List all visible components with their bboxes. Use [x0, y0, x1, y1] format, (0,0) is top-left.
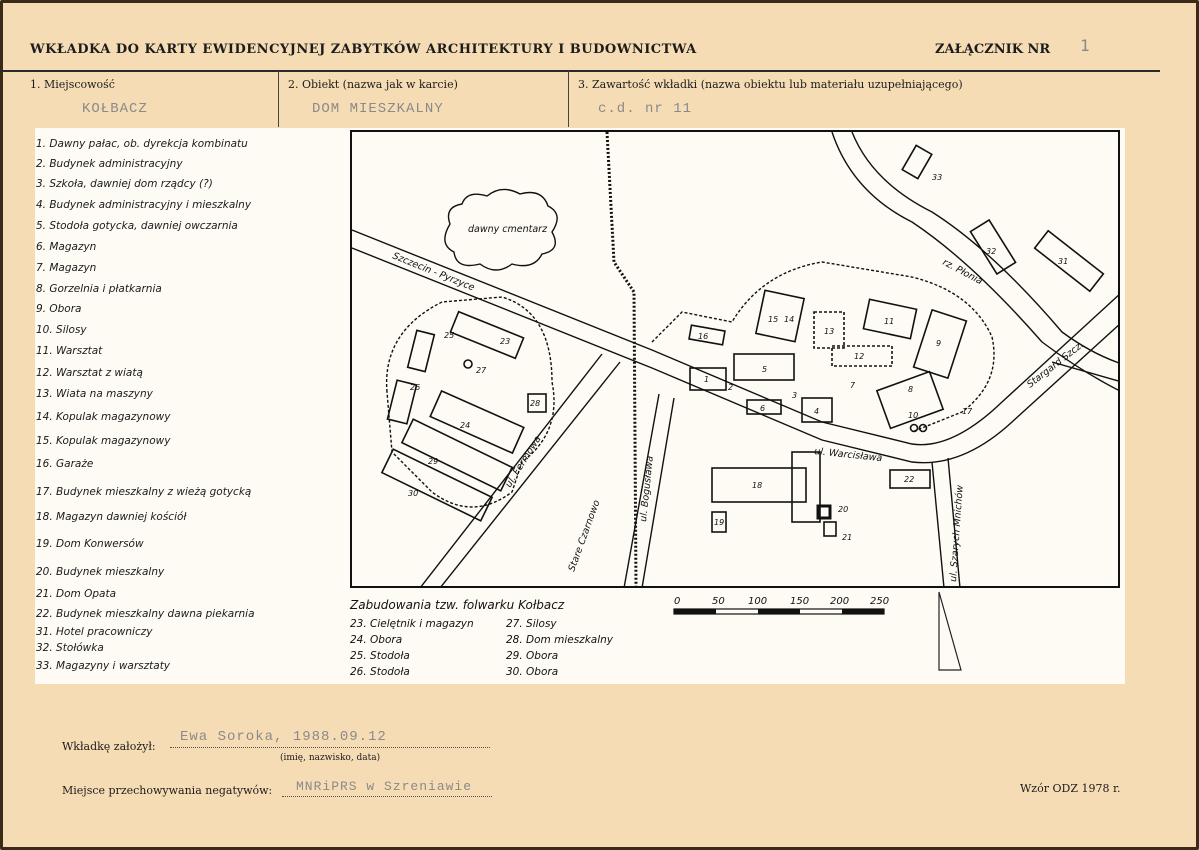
north-arrow	[935, 588, 965, 678]
legend-item: 33. Magazyny i warsztaty	[36, 660, 171, 672]
scale-label: 200	[830, 596, 850, 607]
fermowa-label: ul. Fermowa	[503, 434, 544, 490]
farmyard-legend-item: 27. Silosy	[506, 618, 557, 630]
cemetery-label: dawny cmentarz	[468, 224, 548, 235]
map-number-12: 12	[854, 352, 865, 361]
map-number-19: 19	[714, 518, 725, 527]
legend-item: 18. Magazyn dawniej kościół	[36, 511, 187, 523]
farmyard-legend-item: 28. Dom mieszkalny	[506, 634, 613, 646]
field-divider	[278, 71, 279, 127]
map-number-9: 9	[936, 339, 942, 348]
scale-bar-segment	[842, 609, 884, 614]
scale-bar-segment	[758, 609, 800, 614]
map-number-21: 21	[842, 533, 853, 542]
legend-item: 31. Hotel pracowniczy	[36, 626, 153, 638]
legend-item: 19. Dom Konwersów	[36, 538, 144, 550]
building-23	[450, 312, 523, 359]
building-33	[902, 145, 932, 178]
map-number-13: 13	[824, 327, 835, 336]
scale-bar	[670, 606, 890, 618]
building-24	[430, 391, 524, 453]
map-number-3: 3	[792, 391, 798, 400]
legend-item: 7. Magazyn	[36, 262, 97, 274]
szczecin-pyrzyce-label: Szczecin - Pyrzyce	[390, 250, 476, 294]
building-15	[756, 290, 804, 341]
form-title: WKŁADKA DO KARTY EWIDENCYJNEJ ZABYTKÓW ARCHITEKTURY I BUDOWNICTWA	[30, 42, 697, 57]
legend-item: 2. Budynek administracyjny	[36, 158, 183, 170]
founder-label: Wkładkę założył:	[62, 740, 156, 753]
legend-item: 6. Magazyn	[36, 241, 97, 253]
form-model-label: Wzór ODZ 1978 r.	[1020, 782, 1121, 795]
legend-item: 15. Kopulak magazynowy	[36, 435, 171, 447]
map-number-7: 7	[850, 381, 856, 390]
farmyard-legend-item: 26. Stodoła	[350, 666, 410, 678]
header-rule	[0, 70, 1160, 72]
annex-label: ZAŁĄCZNIK NR	[935, 42, 1051, 57]
warcislawa-label: ul. Warcisława	[813, 446, 883, 465]
legend-item: 20. Budynek mieszkalny	[36, 566, 165, 578]
map-number-31: 31	[1058, 257, 1069, 266]
legend-item: 22. Budynek mieszkalny dawna piekarnia	[36, 608, 255, 620]
founder-value: Ewa Soroka, 1988.09.12	[180, 729, 387, 745]
map-number-11: 11	[884, 317, 895, 326]
legend-item: 32. Stołówka	[36, 642, 104, 654]
building-27	[464, 360, 472, 368]
farmyard-legend-item: 30. Obora	[506, 666, 559, 678]
locality-value: KOŁBACZ	[82, 101, 148, 117]
map-number-29: 29	[428, 457, 439, 466]
map-number-24: 24	[460, 421, 471, 430]
map-number-33: 33	[932, 173, 943, 182]
map-number-32: 32	[986, 247, 997, 256]
farmyard-legend-item: 29. Obora	[506, 650, 559, 662]
map-number-4: 4	[814, 407, 820, 416]
scale-label: 100	[748, 596, 768, 607]
legend-item: 9. Obora	[36, 303, 82, 315]
boguslawa-label: ul. Bogusława	[638, 455, 656, 523]
map-number-16: 16	[698, 332, 709, 341]
content-label: 3. Zawartość wkładki (nazwa obiektu lub materiału uzupełniającego)	[578, 78, 963, 91]
building-31	[1035, 231, 1104, 291]
founder-hint: (imię, nazwisko, data)	[280, 753, 381, 763]
stargard-label: Stargard Szcz.	[1025, 339, 1086, 391]
object-label: 2. Obiekt (nazwa jak w karcie)	[288, 78, 458, 91]
legend-item: 4. Budynek administracyjny i mieszkalny	[36, 199, 252, 211]
storage-line	[282, 796, 492, 797]
stare-czarnowo-label: Stare Czarnowo	[566, 498, 603, 574]
farmyard-legend-item: 24. Obora	[350, 634, 403, 646]
plonia-label: rz. Płonia	[940, 256, 985, 288]
locality-label: 1. Miejscowość	[30, 78, 115, 91]
scale-label: 0	[674, 596, 681, 607]
content-value: c.d. nr 11	[598, 101, 693, 117]
legend-item: 13. Wiata na maszyny	[36, 388, 153, 400]
legend-item: 1. Dawny pałac, ob. dyrekcja kombinatu	[36, 138, 248, 150]
site-map-drawing	[352, 132, 1120, 588]
map-number-1: 1	[704, 375, 710, 384]
legend-item: 10. Silosy	[36, 324, 87, 336]
map-number-8: 8	[908, 385, 914, 394]
site-map	[350, 130, 1120, 588]
map-number-20: 20	[838, 505, 849, 514]
scale-label: 250	[870, 596, 890, 607]
legend-item: 3. Szkoła, dawniej dom rządcy (?)	[36, 178, 213, 190]
mnichow-label: ul. Szarych Mnichów	[948, 484, 966, 583]
founder-line	[170, 747, 490, 748]
building-21	[824, 522, 836, 536]
annex-number: 1	[1080, 36, 1090, 55]
legend-item: 16. Garaże	[36, 458, 94, 470]
map-number-25: 25	[444, 331, 455, 340]
legend-item: 8. Gorzelnia i płatkarnia	[36, 283, 162, 295]
map-number-17: 17	[962, 407, 973, 416]
scale-label: 50	[712, 596, 725, 607]
map-number-18: 18	[752, 481, 763, 490]
scale-bar-segment	[674, 609, 716, 614]
map-number-28: 28	[530, 399, 541, 408]
legend-item: 11. Warsztat	[36, 345, 103, 357]
storage-value: MNRiPRS w Szreniawie	[296, 779, 473, 794]
map-caption: Zabudowania tzw. folwarku Kołbacz	[350, 598, 565, 612]
object-value: DOM MIESZKALNY	[312, 101, 444, 117]
building-group	[382, 145, 1103, 536]
legend-item: 5. Stodoła gotycka, dawniej owczarnia	[36, 220, 238, 232]
legend-item: 12. Warsztat z wiatą	[36, 367, 143, 379]
map-number-27: 27	[476, 366, 487, 375]
field-divider	[568, 71, 569, 127]
map-number-2: 2	[728, 383, 734, 392]
main-road	[352, 230, 1120, 445]
map-number-23: 23	[500, 337, 511, 346]
building-25	[408, 330, 435, 371]
legend-item: 21. Dom Opata	[36, 588, 117, 600]
mnichow-street	[932, 462, 944, 588]
farmyard-legend-item: 23. Cielętnik i magazyn	[350, 618, 474, 630]
north-arrow-triangle	[939, 592, 961, 670]
storage-label: Miejsce przechowywania negatywów:	[62, 784, 273, 797]
legend-item: 17. Budynek mieszkalny z wieżą gotycką	[36, 486, 252, 498]
map-number-15: 15	[768, 315, 779, 324]
map-number-30: 30	[408, 489, 419, 498]
legend-item: 14. Kopulak magazynowy	[36, 411, 171, 423]
map-number-5: 5	[762, 365, 768, 374]
street-labels	[391, 224, 1086, 582]
scale-label: 150	[790, 596, 810, 607]
map-number-14: 14	[784, 315, 795, 324]
map-number-26: 26	[410, 383, 421, 392]
map-number-6: 6	[760, 404, 766, 413]
farmyard-legend-item: 25. Stodoła	[350, 650, 410, 662]
map-number-22: 22	[904, 475, 915, 484]
map-number-10: 10	[908, 411, 919, 420]
